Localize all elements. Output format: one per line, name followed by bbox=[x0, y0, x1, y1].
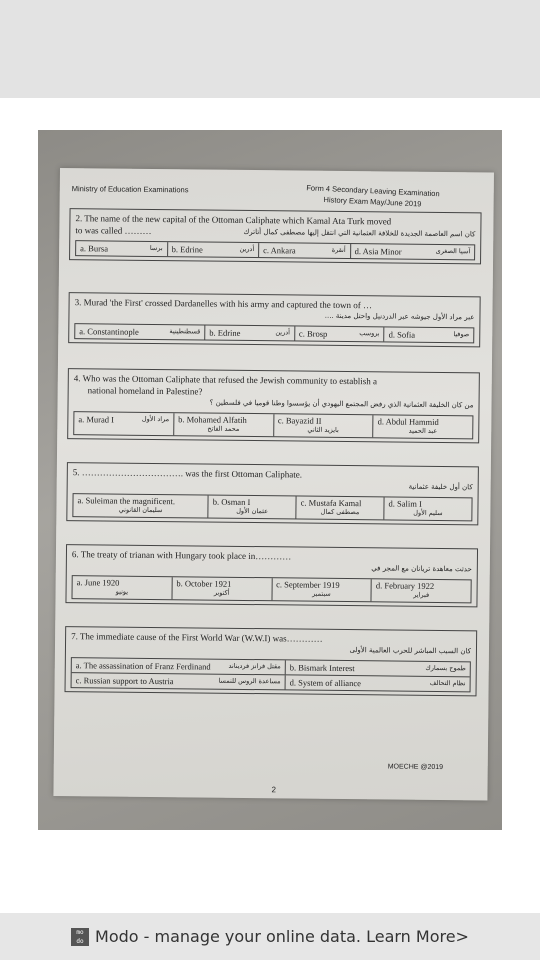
page-number: 2 bbox=[271, 785, 277, 795]
question-arabic: كان أول خليفة عثمانية bbox=[408, 482, 473, 492]
options-row bbox=[72, 493, 472, 521]
option-c: c. Russian support to Austria مساعدة الروس للنمسا bbox=[72, 673, 286, 689]
banner-text[interactable]: Modo - manage your online data. Learn More> bbox=[95, 927, 469, 946]
exam-paper bbox=[53, 168, 494, 801]
top-gray-area bbox=[0, 0, 540, 98]
ad-banner[interactable] bbox=[0, 913, 540, 960]
option-b: b. Edrine أدرين bbox=[168, 242, 260, 257]
option-a: a. Bursa برسا bbox=[76, 241, 168, 256]
question-text: 3. Murad 'the First' crossed Dardanelles with his army and captured the town of … bbox=[74, 297, 373, 311]
option-d: d. System of alliance نظام التحالف bbox=[289, 677, 466, 689]
question-text-cont: national homeland in Palestine? bbox=[87, 385, 203, 397]
option-c: c. Ankara أنقرة bbox=[259, 243, 351, 258]
option-d: d. Abdul Hammid عبد الحميد bbox=[377, 416, 439, 435]
options-row bbox=[73, 411, 473, 439]
question-text: 6. The treaty of trianan with Hungary took place in………… bbox=[71, 549, 292, 562]
option-b: b. Edrine أدرين bbox=[205, 326, 295, 341]
option-b: b. Bismark Interest طموح بسمارك bbox=[289, 662, 466, 674]
option-a: a. Constantinople قسطنطينية bbox=[75, 324, 205, 339]
exam-session: History Exam May/June 2019 bbox=[323, 195, 422, 209]
question-arabic: كان السبب المباشر للحرب العالمية الأولى bbox=[349, 646, 472, 656]
options-row bbox=[71, 575, 471, 603]
options-grid bbox=[71, 657, 471, 692]
option-b: b. Osman I عثمان الأول bbox=[209, 496, 297, 519]
question-2 bbox=[69, 208, 482, 264]
footer-code: MOECHE @2019 bbox=[387, 763, 444, 772]
question-arabic: حدثت معاهدة تريانان مع المجر في bbox=[371, 564, 472, 574]
question-arabic: كان اسم العاصمة الجديدة للخلافة العثمانية التي انتقل إليها مصطفى كمال أتاترك bbox=[243, 227, 476, 238]
option-c: c. September 1919 سبتمبر bbox=[272, 578, 372, 601]
option-c: c. Mustafa Kamal مصطفى كمال bbox=[297, 496, 385, 519]
option-a: a. June 1920 يونيو bbox=[72, 576, 172, 599]
option-d: d. Asia Minor آسيا الصغرى bbox=[354, 246, 471, 257]
form-line: Form 4 Secondary Leaving Examination bbox=[306, 183, 440, 199]
question-text: 7. The immediate cause of the First World War (W.W.I) was………… bbox=[71, 631, 323, 644]
option-d: d. February 1922 فبراير bbox=[375, 580, 435, 599]
ministry-header: Ministry of Education Examinations bbox=[71, 184, 189, 195]
question-5 bbox=[66, 462, 479, 525]
question-text: 4. Who was the Ottoman Caliphate that refused the Jewish community to establish a bbox=[73, 373, 378, 387]
option-a: a. Murad I مراد الأول bbox=[74, 412, 174, 435]
options-row bbox=[75, 240, 475, 260]
modo-logo-icon: mo do bbox=[71, 928, 89, 946]
option-c: c. Bayazid II بايزيد الثاني bbox=[274, 414, 374, 437]
question-3 bbox=[68, 292, 481, 347]
question-text: 5. ……………………………. was the first Ottoman Caliphate. bbox=[72, 467, 303, 480]
option-d: d. Salim I سليم الأول bbox=[388, 498, 443, 518]
option-b: b. Mohamed Alfatih محمد الفاتح bbox=[174, 413, 274, 436]
options-row bbox=[74, 323, 474, 343]
question-text: 2. The name of the new capital of the Ottoman Caliphate which Kamal Ata Turk moved bbox=[75, 213, 392, 227]
question-arabic: من كان الخليفة العثمانية الذي رفض المجتمع اليهودي أن يؤسسوا وطنا قوميا في فلسطين ؟ bbox=[209, 398, 474, 410]
question-4 bbox=[67, 368, 480, 443]
question-6 bbox=[65, 544, 478, 607]
option-c: c. Brosp بروسب bbox=[295, 326, 385, 341]
option-a: a. Suleiman the magnificent. سليمان القانوني bbox=[73, 494, 208, 517]
question-text-cont: to was called ……… bbox=[75, 225, 152, 236]
option-b: b. October 1921 أكتوبر bbox=[172, 577, 272, 600]
option-a: a. The assassination of Franz Ferdinand مقتل فرانز فرديناند bbox=[72, 658, 286, 674]
exam-title bbox=[287, 181, 458, 211]
option-d: d. Sofia صوفيا bbox=[388, 329, 470, 340]
question-arabic: عبر مراد الأول جيوشه عبر الدردنيل واحتل مدينة .... bbox=[324, 311, 475, 322]
question-7 bbox=[65, 626, 478, 696]
